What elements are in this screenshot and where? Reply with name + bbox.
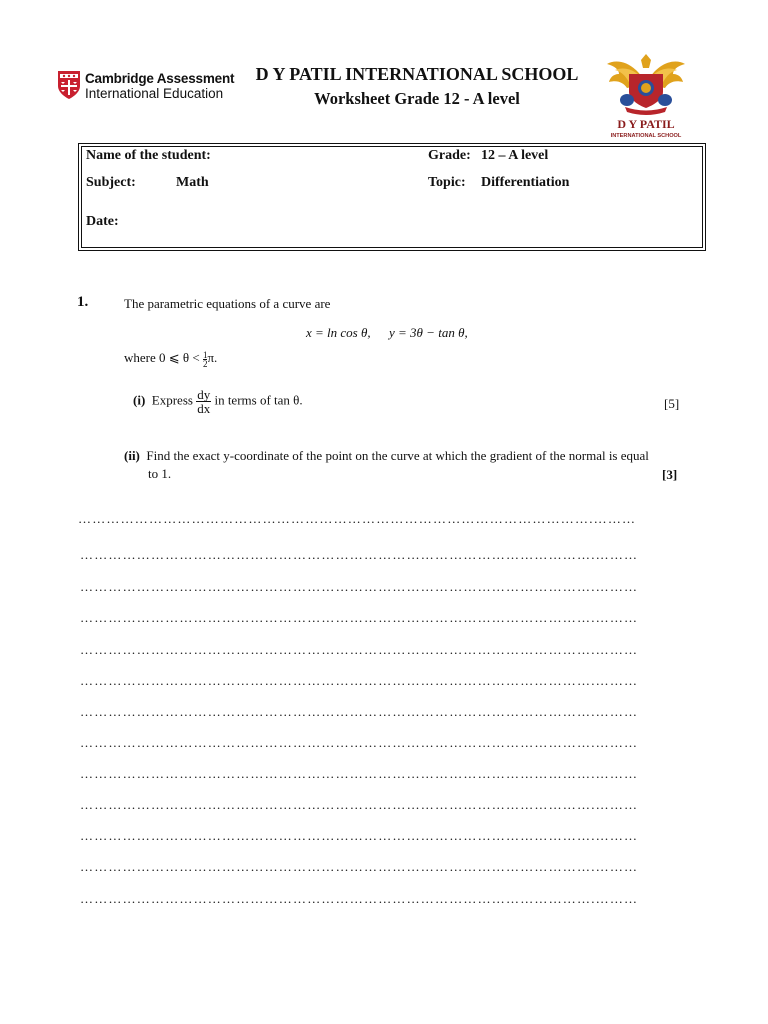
part-ii-marks: [3]: [662, 467, 678, 482]
answer-line[interactable]: ……………………………………………………………………………………………….………: [80, 766, 639, 780]
date-label: Date:: [86, 214, 119, 229]
domain-end: π.: [207, 350, 218, 365]
student-name-label: Name of the student:: [86, 148, 211, 163]
answer-line[interactable]: ……………………………………………………………………………………………….………: [80, 673, 639, 687]
equation-y: y = 3θ − tan θ,: [389, 325, 468, 340]
answer-line[interactable]: ……………………………………………………………………………………………….………: [80, 859, 639, 873]
cambridge-subtitle: International Education: [85, 86, 224, 101]
answer-line[interactable]: ……………………………………………………………………………………………….………: [78, 511, 637, 525]
half-fraction: $\frac{1}{2}$: [202, 349, 208, 369]
domain-condition: [124, 350, 217, 368]
part-i-text-a: Express: [151, 392, 193, 408]
topic-label: Topic:: [428, 175, 466, 190]
part-i-label: (i): [133, 392, 146, 408]
topic-value: Differentiation: [481, 175, 570, 190]
grade-label: Grade:: [428, 148, 471, 163]
worksheet-title: Worksheet Grade 12 - A level: [314, 89, 520, 108]
answer-line[interactable]: ……………………………………………………………………………………………….………: [80, 704, 639, 718]
question-number: 1.: [77, 294, 89, 310]
question-intro: The parametric equations of a curve are: [124, 296, 331, 311]
answer-line[interactable]: ……………………………………………………………………………………………….………: [80, 547, 639, 561]
logo-subtitle: INTERNATIONAL SCHOOL: [610, 133, 682, 139]
school-logo: [605, 52, 687, 144]
subject-label: Subject:: [86, 175, 136, 190]
part-i-text-b: in terms of tan θ.: [214, 392, 303, 408]
equation-x: x = ln cos θ,: [306, 325, 371, 340]
cambridge-logo: [57, 70, 235, 104]
part-ii-label: (ii): [124, 448, 140, 463]
grade-value: 12 – A level: [481, 148, 549, 163]
domain-text: where 0 ⩽ θ <: [124, 350, 200, 365]
derivative-fraction: $\frac{dy}{dx}$: [197, 387, 211, 416]
part-ii-text-1: Find the exact y-coordinate of the point on the curve at which the gradient of the normal is equal: [146, 448, 649, 463]
answer-line[interactable]: ……………………………………………………………………………………………….………: [80, 891, 639, 905]
part-ii: [124, 448, 649, 464]
answer-line[interactable]: ……………………………………………………………………………………………….………: [80, 579, 639, 593]
subject-value: Math: [176, 175, 209, 190]
school-crest-icon: [605, 52, 687, 144]
part-i-marks: [5]: [664, 396, 680, 411]
answer-line[interactable]: ……………………………………………………………………………………………….………: [80, 735, 639, 749]
logo-name: D Y PATIL: [617, 117, 675, 131]
part-ii-text-2: to 1.: [148, 466, 172, 481]
answer-line[interactable]: ……………………………………………………………………………………………….………: [80, 642, 639, 656]
cambridge-name: Cambridge Assessment: [85, 71, 235, 86]
answer-line[interactable]: ……………………………………………………………………………………………….………: [80, 610, 639, 624]
answer-line[interactable]: ……………………………………………………………………………………………….………: [80, 797, 639, 811]
part-i: [133, 388, 303, 415]
school-name: D Y PATIL INTERNATIONAL SCHOOL: [255, 64, 579, 84]
answer-line[interactable]: ……………………………………………………………………………………………….………: [80, 828, 639, 842]
cambridge-shield-icon: [57, 70, 81, 100]
